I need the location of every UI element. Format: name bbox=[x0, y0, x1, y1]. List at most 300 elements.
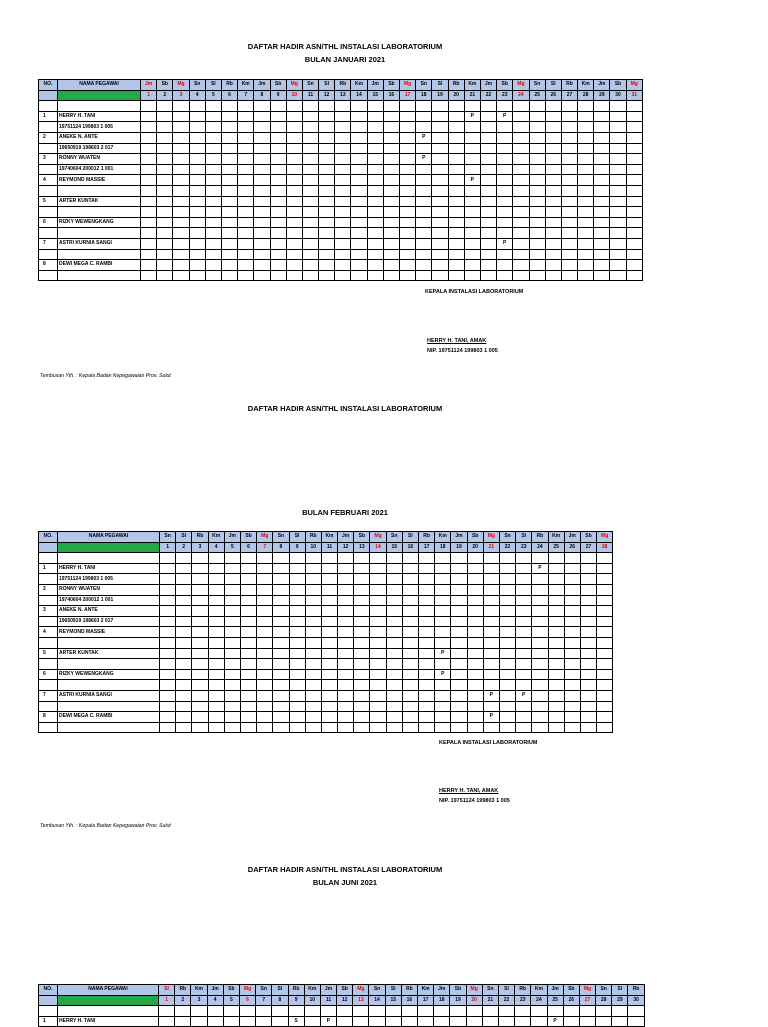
attendance-cell bbox=[192, 722, 208, 733]
attendance-cell bbox=[383, 185, 399, 196]
attendance-cell bbox=[335, 111, 351, 122]
employee-no: 3 bbox=[39, 606, 58, 617]
attendance-cell bbox=[432, 101, 448, 112]
attendance-cell bbox=[548, 574, 564, 585]
attendance-cell bbox=[383, 270, 399, 281]
attendance-cell bbox=[448, 217, 464, 228]
attendance-cell bbox=[157, 143, 173, 154]
employee-name: ASTRI KURNIA SANGI bbox=[58, 690, 160, 701]
attendance-cell bbox=[548, 680, 564, 691]
attendance-cell bbox=[173, 111, 189, 122]
table-row bbox=[39, 722, 613, 733]
attendance-cell bbox=[338, 637, 354, 648]
attendance-cell bbox=[273, 680, 289, 691]
attendance-cell bbox=[467, 648, 483, 659]
attendance-cell bbox=[289, 616, 305, 627]
day-name: Sn bbox=[416, 80, 432, 91]
attendance-cell bbox=[321, 595, 337, 606]
attendance-cell bbox=[548, 648, 564, 659]
employee-no: 4 bbox=[39, 627, 58, 638]
attendance-cell bbox=[176, 701, 192, 712]
day-name: Sb bbox=[240, 532, 256, 543]
attendance-cell bbox=[141, 132, 157, 143]
attendance-cell bbox=[141, 196, 157, 207]
attendance-cell bbox=[464, 260, 480, 271]
attendance-cell bbox=[626, 249, 642, 260]
attendance-cell bbox=[176, 648, 192, 659]
attendance-cell bbox=[256, 1016, 272, 1027]
attendance-cell bbox=[254, 111, 270, 122]
attendance-cell bbox=[273, 606, 289, 617]
cc-note-feb: Tembusan Yth. : Kepala Badan Kepegawaian Prov. Sulut bbox=[40, 823, 171, 829]
attendance-cell bbox=[419, 595, 435, 606]
attendance-cell bbox=[240, 659, 256, 670]
attendance-cell bbox=[513, 260, 529, 271]
day-name: Mg bbox=[579, 985, 595, 996]
attendance-cell bbox=[419, 563, 435, 574]
attendance-cell bbox=[480, 207, 496, 218]
attendance-cell bbox=[580, 659, 596, 670]
attendance-cell bbox=[189, 101, 205, 112]
attendance-cell bbox=[191, 1016, 207, 1027]
attendance-cell bbox=[319, 238, 335, 249]
day-number: 11 bbox=[321, 542, 337, 553]
attendance-cell bbox=[480, 154, 496, 165]
attendance-grid bbox=[38, 984, 645, 1027]
employee-name: HERRY H. TANI bbox=[58, 111, 141, 122]
attendance-cell bbox=[532, 680, 548, 691]
employee-name: ASTRI KURNIA SANGI bbox=[58, 238, 141, 249]
attendance-cell bbox=[532, 595, 548, 606]
day-number: 20 bbox=[448, 90, 464, 101]
attendance-cell bbox=[515, 1006, 531, 1017]
attendance-cell bbox=[402, 563, 418, 574]
attendance-cell bbox=[483, 701, 499, 712]
attendance-cell bbox=[580, 680, 596, 691]
table-row bbox=[39, 154, 643, 165]
employee-name: HERRY H. TANI bbox=[58, 1016, 159, 1027]
day-name: Mg bbox=[597, 532, 613, 543]
attendance-cell: P bbox=[416, 154, 432, 165]
attendance-cell bbox=[580, 669, 596, 680]
attendance-cell bbox=[141, 228, 157, 239]
attendance-cell bbox=[561, 175, 577, 186]
attendance-cell bbox=[499, 637, 515, 648]
day-name: Sn bbox=[529, 80, 545, 91]
attendance-cell bbox=[483, 627, 499, 638]
attendance-cell bbox=[383, 101, 399, 112]
attendance-cell bbox=[273, 584, 289, 595]
attendance-cell bbox=[354, 627, 370, 638]
day-name: Jm bbox=[141, 80, 157, 91]
attendance-cell bbox=[545, 154, 561, 165]
attendance-cell bbox=[224, 648, 240, 659]
attendance-cell bbox=[594, 111, 610, 122]
attendance-cell bbox=[205, 164, 221, 175]
attendance-cell bbox=[529, 101, 545, 112]
attendance-cell bbox=[289, 690, 305, 701]
attendance-cell bbox=[578, 132, 594, 143]
attendance-cell bbox=[273, 722, 289, 733]
attendance-cell bbox=[513, 101, 529, 112]
attendance-cell bbox=[416, 164, 432, 175]
attendance-cell bbox=[418, 1006, 434, 1017]
attendance-cell bbox=[480, 143, 496, 154]
day-number: 21 bbox=[482, 995, 498, 1006]
attendance-cell bbox=[386, 690, 402, 701]
attendance-cell bbox=[354, 722, 370, 733]
attendance-cell bbox=[370, 722, 386, 733]
attendance-cell bbox=[626, 154, 642, 165]
attendance-cell bbox=[516, 574, 532, 585]
day-name: Rb bbox=[401, 985, 417, 996]
attendance-cell bbox=[335, 260, 351, 271]
employee-nip bbox=[58, 637, 160, 648]
attendance-cell bbox=[367, 175, 383, 186]
day-name: Sl bbox=[159, 985, 175, 996]
attendance-cell bbox=[191, 1006, 207, 1017]
table-row bbox=[39, 690, 613, 701]
attendance-cell bbox=[321, 722, 337, 733]
attendance-cell bbox=[498, 1006, 514, 1017]
employee-nip: 19650919 198603 2 017 bbox=[58, 143, 141, 154]
attendance-cell bbox=[189, 270, 205, 281]
attendance-cell bbox=[580, 722, 596, 733]
attendance-cell bbox=[189, 238, 205, 249]
attendance-cell bbox=[367, 111, 383, 122]
attendance-cell bbox=[321, 616, 337, 627]
attendance-cell bbox=[351, 132, 367, 143]
attendance-cell bbox=[338, 584, 354, 595]
attendance-cell bbox=[254, 207, 270, 218]
attendance-cell bbox=[254, 143, 270, 154]
attendance-cell bbox=[257, 669, 273, 680]
attendance-cell bbox=[435, 595, 451, 606]
attendance-cell bbox=[561, 270, 577, 281]
attendance-cell bbox=[270, 185, 286, 196]
attendance-cell bbox=[545, 260, 561, 271]
attendance-cell bbox=[175, 1006, 191, 1017]
attendance-cell bbox=[545, 196, 561, 207]
day-number: 8 bbox=[272, 995, 288, 1006]
attendance-cell bbox=[221, 143, 237, 154]
attendance-cell bbox=[467, 553, 483, 564]
attendance-cell bbox=[400, 249, 416, 260]
attendance-cell bbox=[157, 217, 173, 228]
attendance-cell bbox=[432, 270, 448, 281]
attendance-cell bbox=[499, 616, 515, 627]
attendance-cell bbox=[464, 249, 480, 260]
day-number: 3 bbox=[192, 542, 208, 553]
attendance-cell bbox=[597, 722, 613, 733]
attendance-cell bbox=[548, 637, 564, 648]
table-row bbox=[39, 196, 643, 207]
spacer-cell bbox=[39, 1006, 58, 1017]
employee-no-blank bbox=[39, 122, 58, 133]
day-name: Mg bbox=[353, 985, 369, 996]
attendance-cell bbox=[483, 680, 499, 691]
attendance-cell bbox=[353, 1006, 369, 1017]
day-number: 6 bbox=[240, 542, 256, 553]
attendance-cell bbox=[513, 270, 529, 281]
day-number: 7 bbox=[238, 90, 254, 101]
attendance-cell bbox=[208, 648, 224, 659]
attendance-cell bbox=[400, 260, 416, 271]
attendance-cell bbox=[192, 616, 208, 627]
attendance-cell bbox=[467, 701, 483, 712]
attendance-cell bbox=[238, 154, 254, 165]
attendance-cell bbox=[192, 563, 208, 574]
table-row bbox=[39, 143, 643, 154]
attendance-cell bbox=[448, 270, 464, 281]
attendance-cell bbox=[221, 207, 237, 218]
day-name: Rb bbox=[515, 985, 531, 996]
day-number: 28 bbox=[596, 995, 612, 1006]
col-header-name: NAMA PEGAWAI bbox=[58, 80, 141, 91]
day-name: Sb bbox=[354, 532, 370, 543]
attendance-cell bbox=[270, 207, 286, 218]
attendance-cell bbox=[338, 563, 354, 574]
attendance-cell bbox=[416, 207, 432, 218]
attendance-cell bbox=[386, 616, 402, 627]
attendance-cell bbox=[483, 722, 499, 733]
attendance-cell bbox=[402, 616, 418, 627]
attendance-cell bbox=[432, 207, 448, 218]
attendance-cell bbox=[302, 249, 318, 260]
attendance-cell bbox=[529, 132, 545, 143]
attendance-cell bbox=[257, 648, 273, 659]
day-name: Sl bbox=[385, 985, 401, 996]
day-name: Km bbox=[191, 985, 207, 996]
attendance-cell bbox=[467, 669, 483, 680]
attendance-cell bbox=[321, 574, 337, 585]
attendance-cell bbox=[205, 143, 221, 154]
attendance-cell bbox=[610, 122, 626, 133]
attendance-cell bbox=[160, 669, 176, 680]
attendance-cell bbox=[545, 207, 561, 218]
attendance-cell bbox=[532, 722, 548, 733]
attendance-cell bbox=[319, 260, 335, 271]
attendance-cell bbox=[205, 154, 221, 165]
attendance-cell bbox=[516, 701, 532, 712]
day-number: 19 bbox=[432, 90, 448, 101]
attendance-cell bbox=[302, 154, 318, 165]
attendance-cell bbox=[480, 132, 496, 143]
attendance-cell bbox=[335, 185, 351, 196]
employee-name: HERRY H. TANI bbox=[58, 563, 160, 574]
attendance-cell bbox=[256, 1006, 272, 1017]
day-number: 26 bbox=[545, 90, 561, 101]
attendance-cell bbox=[435, 553, 451, 564]
attendance-cell bbox=[610, 132, 626, 143]
attendance-cell bbox=[273, 669, 289, 680]
attendance-cell bbox=[240, 563, 256, 574]
attendance-cell bbox=[338, 648, 354, 659]
attendance-cell bbox=[370, 712, 386, 723]
attendance-cell bbox=[467, 722, 483, 733]
attendance-cell bbox=[305, 659, 321, 670]
attendance-cell bbox=[610, 238, 626, 249]
day-name: Km bbox=[548, 532, 564, 543]
attendance-cell bbox=[367, 217, 383, 228]
employee-no-blank bbox=[39, 228, 58, 239]
attendance-cell bbox=[224, 701, 240, 712]
day-name: Rb bbox=[175, 985, 191, 996]
employee-no: 1 bbox=[39, 563, 58, 574]
attendance-cell bbox=[578, 217, 594, 228]
attendance-cell bbox=[467, 606, 483, 617]
attendance-cell bbox=[499, 595, 515, 606]
attendance-cell bbox=[597, 574, 613, 585]
attendance-cell bbox=[370, 669, 386, 680]
attendance-cell bbox=[578, 249, 594, 260]
attendance-cell bbox=[448, 228, 464, 239]
attendance-cell bbox=[626, 185, 642, 196]
attendance-cell bbox=[467, 712, 483, 723]
attendance-cell bbox=[302, 143, 318, 154]
attendance-cell bbox=[289, 563, 305, 574]
attendance-cell bbox=[160, 701, 176, 712]
attendance-cell bbox=[499, 690, 515, 701]
attendance-cell bbox=[370, 563, 386, 574]
attendance-cell bbox=[208, 669, 224, 680]
day-number: 10 bbox=[286, 90, 302, 101]
attendance-cell bbox=[532, 584, 548, 595]
attendance-cell bbox=[597, 669, 613, 680]
attendance-cell bbox=[273, 627, 289, 638]
attendance-cell bbox=[597, 648, 613, 659]
day-name: Sn bbox=[596, 985, 612, 996]
day-name: Km bbox=[321, 532, 337, 543]
attendance-cell bbox=[370, 690, 386, 701]
attendance-cell bbox=[302, 111, 318, 122]
attendance-cell bbox=[192, 574, 208, 585]
attendance-cell bbox=[529, 175, 545, 186]
attendance-cell bbox=[532, 627, 548, 638]
attendance-cell bbox=[141, 175, 157, 186]
attendance-cell bbox=[561, 228, 577, 239]
employee-no: 2 bbox=[39, 132, 58, 143]
attendance-cell bbox=[516, 669, 532, 680]
table-row bbox=[39, 648, 613, 659]
attendance-cell bbox=[561, 238, 577, 249]
attendance-cell bbox=[596, 1006, 612, 1017]
col-header-name: NAMA PEGAWAI bbox=[58, 532, 160, 543]
attendance-cell bbox=[548, 616, 564, 627]
attendance-cell bbox=[238, 207, 254, 218]
attendance-cell bbox=[254, 175, 270, 186]
attendance-cell bbox=[419, 659, 435, 670]
attendance-cell bbox=[351, 207, 367, 218]
day-name: Jm bbox=[451, 532, 467, 543]
attendance-cell bbox=[561, 143, 577, 154]
attendance-cell bbox=[548, 606, 564, 617]
attendance-cell bbox=[257, 584, 273, 595]
attendance-cell bbox=[435, 680, 451, 691]
attendance-cell bbox=[578, 101, 594, 112]
attendance-cell bbox=[173, 185, 189, 196]
attendance-cell bbox=[564, 627, 580, 638]
day-name: Sb bbox=[383, 80, 399, 91]
attendance-cell bbox=[192, 669, 208, 680]
attendance-cell bbox=[305, 648, 321, 659]
attendance-cell bbox=[286, 154, 302, 165]
attendance-cell bbox=[383, 143, 399, 154]
table-row bbox=[39, 712, 613, 723]
attendance-cell bbox=[451, 616, 467, 627]
day-name: Sb bbox=[497, 80, 513, 91]
attendance-cell bbox=[254, 238, 270, 249]
attendance-cell bbox=[289, 648, 305, 659]
table-row bbox=[39, 701, 613, 712]
attendance-cell bbox=[580, 606, 596, 617]
attendance-cell bbox=[367, 249, 383, 260]
table-row bbox=[39, 238, 643, 249]
day-number: 6 bbox=[221, 90, 237, 101]
attendance-cell bbox=[594, 122, 610, 133]
attendance-cell bbox=[189, 111, 205, 122]
attendance-cell bbox=[545, 164, 561, 175]
attendance-cell bbox=[273, 648, 289, 659]
attendance-cell bbox=[483, 648, 499, 659]
attendance-cell bbox=[383, 122, 399, 133]
attendance-cell bbox=[192, 648, 208, 659]
day-number: 4 bbox=[207, 995, 223, 1006]
attendance-cell bbox=[239, 1016, 255, 1027]
attendance-cell bbox=[239, 1006, 255, 1017]
attendance-cell bbox=[354, 648, 370, 659]
attendance-cell bbox=[497, 132, 513, 143]
attendance-cell bbox=[208, 553, 224, 564]
day-name: Rb bbox=[628, 985, 644, 996]
attendance-cell bbox=[354, 690, 370, 701]
attendance-cell bbox=[159, 1006, 175, 1017]
attendance-cell bbox=[240, 595, 256, 606]
attendance-cell bbox=[564, 574, 580, 585]
attendance-cell bbox=[321, 606, 337, 617]
day-number: 21 bbox=[464, 90, 480, 101]
attendance-cell bbox=[383, 111, 399, 122]
attendance-cell: P bbox=[464, 175, 480, 186]
attendance-cell bbox=[529, 196, 545, 207]
attendance-cell bbox=[289, 712, 305, 723]
attendance-cell bbox=[480, 270, 496, 281]
attendance-cell bbox=[578, 260, 594, 271]
attendance-cell bbox=[208, 637, 224, 648]
attendance-cell bbox=[483, 669, 499, 680]
attendance-cell bbox=[513, 185, 529, 196]
attendance-cell bbox=[224, 690, 240, 701]
attendance-cell bbox=[238, 196, 254, 207]
attendance-cell bbox=[160, 627, 176, 638]
attendance-cell bbox=[516, 680, 532, 691]
attendance-cell bbox=[499, 701, 515, 712]
attendance-cell bbox=[578, 164, 594, 175]
attendance-cell bbox=[483, 616, 499, 627]
day-number: 17 bbox=[400, 90, 416, 101]
doc-title: DAFTAR HADIR ASN/THL INSTALASI LABORATORIUM bbox=[247, 404, 443, 413]
attendance-cell bbox=[176, 627, 192, 638]
day-name: Rb bbox=[532, 532, 548, 543]
attendance-cell bbox=[563, 1016, 579, 1027]
attendance-cell bbox=[351, 143, 367, 154]
day-name: Mg bbox=[400, 80, 416, 91]
employee-nip: 19751124 199803 1 005 bbox=[58, 574, 160, 585]
table-row bbox=[39, 228, 643, 239]
attendance-cell bbox=[545, 270, 561, 281]
day-name: Sl bbox=[498, 985, 514, 996]
employee-name: REYMOND MASSIE bbox=[58, 627, 160, 638]
